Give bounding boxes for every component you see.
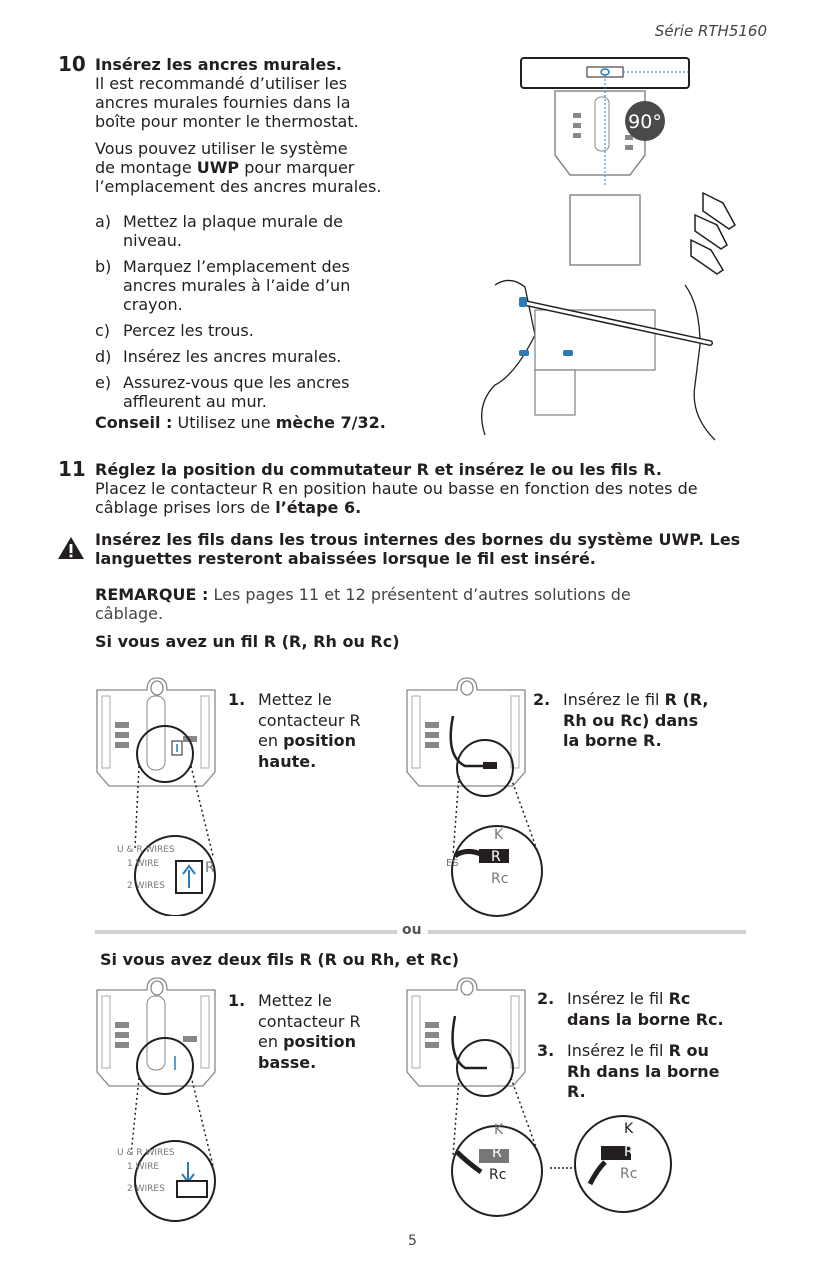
step-line — [258, 752, 423, 773]
step-line: contacteur R — [258, 710, 361, 730]
uwires-label: U & R WIRES — [117, 1148, 175, 1158]
section-2-step-2 — [537, 989, 777, 1030]
list-item — [95, 373, 405, 411]
section-2-step-1 — [228, 991, 423, 1073]
terminal-r-label: R — [492, 1145, 502, 1161]
step-bold: position — [283, 731, 357, 750]
diagram-wire-r — [405, 676, 545, 926]
note-text: Les pages 11 et 12 présentent d’autres solutions de — [208, 585, 631, 604]
warning-icon — [57, 536, 85, 560]
note-line: câblage. — [95, 604, 164, 623]
box — [570, 195, 640, 265]
tip-bit: mèche 7/32. — [275, 413, 386, 432]
step-line — [567, 1041, 777, 1062]
series-label: Série RTH5160 — [654, 22, 767, 40]
step-bold: R. — [567, 1082, 586, 1101]
section-1-step-2 — [533, 690, 773, 752]
para1-line: ancres murales fournies dans la — [95, 93, 351, 112]
note-label: REMARQUE : — [95, 585, 209, 604]
para2-line — [95, 158, 415, 177]
para1-line: Il est recommandé d’utiliser les — [95, 74, 348, 93]
list-item — [95, 347, 405, 366]
one-wire-label: 1 WIRE — [127, 1162, 160, 1172]
note-line — [95, 585, 755, 604]
list-line: Assurez-vous que les ancres — [123, 373, 350, 392]
step-10-text — [95, 55, 415, 196]
terminal-k-label: K — [624, 1121, 634, 1137]
step-line: Mettez le — [258, 991, 332, 1010]
step-bold: R ou — [668, 1041, 709, 1060]
step-bold: Rc — [668, 989, 691, 1008]
step-number: 2. — [533, 690, 551, 709]
list-letter: d) — [95, 347, 112, 366]
list-line: affleurent au mur. — [123, 392, 267, 411]
step-10-title: Insérez les ancres murales. — [95, 55, 342, 74]
page-number: 5 — [408, 1233, 417, 1249]
list-letter: e) — [95, 373, 112, 392]
separator-label: ou — [402, 922, 422, 938]
step-11-line2-text: câblage prises lors de — [95, 498, 276, 517]
mounting-illustration — [455, 55, 755, 445]
list-letter: b) — [95, 257, 112, 276]
step-line — [258, 1053, 423, 1074]
step-line — [567, 1082, 777, 1103]
list-letter: a) — [95, 212, 112, 231]
list-item — [95, 257, 405, 314]
para2-text: de montage — [95, 158, 197, 177]
step-text: Insérez le fil — [567, 989, 669, 1008]
para2-line: Vous pouvez utiliser le système — [95, 139, 348, 158]
tip-text: Utilisez une — [172, 413, 276, 432]
list-line: Insérez les ancres murales. — [123, 347, 342, 366]
step-line — [567, 1010, 777, 1031]
list-line: niveau. — [123, 231, 182, 250]
step-bold: dans la borne Rc. — [567, 1009, 724, 1029]
step-line — [563, 690, 773, 711]
r-switch-down — [176, 1180, 208, 1198]
list-item — [95, 212, 405, 250]
step-bold: position — [283, 1032, 357, 1051]
step-11-text — [95, 460, 775, 517]
step-line — [258, 731, 423, 752]
uwp-label: UWP — [196, 158, 240, 177]
step-line — [567, 989, 777, 1010]
uwires-label: U & R WIRES — [117, 845, 175, 855]
list-line: Marquez l’emplacement des — [123, 257, 350, 276]
terminal-r-label: R — [624, 1144, 634, 1160]
list-item — [95, 321, 405, 340]
step-line — [563, 711, 773, 732]
section-1-step-1 — [228, 690, 423, 772]
right-hand — [685, 285, 715, 440]
arrow-up-icon — [177, 862, 201, 892]
step-10-para2 — [95, 139, 415, 196]
list-letter: c) — [95, 321, 111, 340]
step-number: 3. — [537, 1041, 555, 1060]
step-bold: la borne R. — [563, 731, 662, 750]
step-10-number: 10 — [58, 52, 86, 76]
terminal-rc-label: Rc — [491, 871, 509, 887]
step-number: 1. — [228, 690, 246, 709]
step-line — [563, 731, 773, 752]
one-wire-label: 1 WIRE — [127, 859, 160, 869]
r-switch-up — [175, 860, 203, 894]
separator-rule-left — [95, 930, 397, 934]
step-bold: basse. — [258, 1052, 317, 1072]
step-11-title: Réglez la position du commutateur R et insérez le ou les fils R. — [95, 460, 662, 479]
section-1-title: Si vous avez un fil R (R, Rh ou Rc) — [95, 632, 400, 651]
step-bold: Rh ou Rc) dans — [563, 710, 699, 730]
step-line — [258, 1032, 423, 1053]
step-text: Insérez le fil — [563, 690, 665, 709]
section-2-title: Si vous avez deux fils R (R ou Rh, et Rc) — [100, 950, 460, 969]
two-wires-label: 2 WIRES — [127, 1184, 165, 1194]
step-11-line2 — [95, 498, 775, 517]
warning-text — [95, 530, 785, 568]
list-line: Percez les trous. — [123, 321, 254, 340]
step-number: 2. — [537, 989, 555, 1008]
step-bold: Rh dans la borne — [567, 1061, 720, 1081]
section-2-step-3 — [537, 1041, 777, 1103]
step-text: en — [258, 731, 284, 750]
step-line: Mettez le — [258, 690, 332, 709]
terminal-k-label: K — [494, 827, 504, 843]
es-label: ES — [446, 858, 459, 869]
para2-line: l’emplacement des ancres murales. — [95, 177, 382, 196]
tip-label: Conseil : — [95, 413, 173, 432]
step-6-ref: l’étape 6. — [275, 498, 362, 517]
terminal-rc-label: Rc — [620, 1166, 638, 1182]
terminal-k-label: K — [494, 1122, 504, 1138]
list-line: Mettez la plaque murale de — [123, 212, 343, 231]
step-11-line1: Placez le contacteur R en position haute ou basse en fonction des notes de — [95, 479, 698, 498]
warning-line: languettes resteront abaissées lorsque le fil est inséré. — [95, 549, 596, 568]
tip-line — [95, 413, 386, 432]
para2-text: pour marquer — [239, 158, 355, 177]
step-line — [567, 1062, 777, 1083]
note — [95, 585, 755, 623]
two-wires-label: 2 WIRES — [127, 881, 165, 891]
angle-label: 90° — [628, 111, 662, 133]
step-text: Insérez le fil — [567, 1041, 669, 1060]
step-number: 1. — [228, 991, 246, 1010]
wall-anchors — [691, 193, 735, 274]
step-11-number: 11 — [58, 457, 86, 481]
step-10-para1 — [95, 74, 415, 131]
terminal-rc-label: Rc — [489, 1167, 507, 1183]
step-text: en — [258, 1032, 284, 1051]
step-line: contacteur R — [258, 1011, 361, 1031]
para1-line: boîte pour monter le thermostat. — [95, 112, 359, 131]
list-line: ancres murales à l’aide d’un — [123, 276, 351, 295]
terminal-r-black-label: R — [491, 849, 501, 865]
separator-rule-right — [428, 930, 746, 934]
terminal-r-label: R — [205, 860, 215, 876]
list-line: crayon. — [123, 295, 183, 314]
step-bold: haute. — [258, 751, 317, 771]
step-bold: R (R, — [664, 690, 709, 709]
warning-line: Insérez les fils dans les trous internes des bornes du système UWP. Les — [95, 530, 741, 549]
step-10-list — [95, 212, 405, 418]
